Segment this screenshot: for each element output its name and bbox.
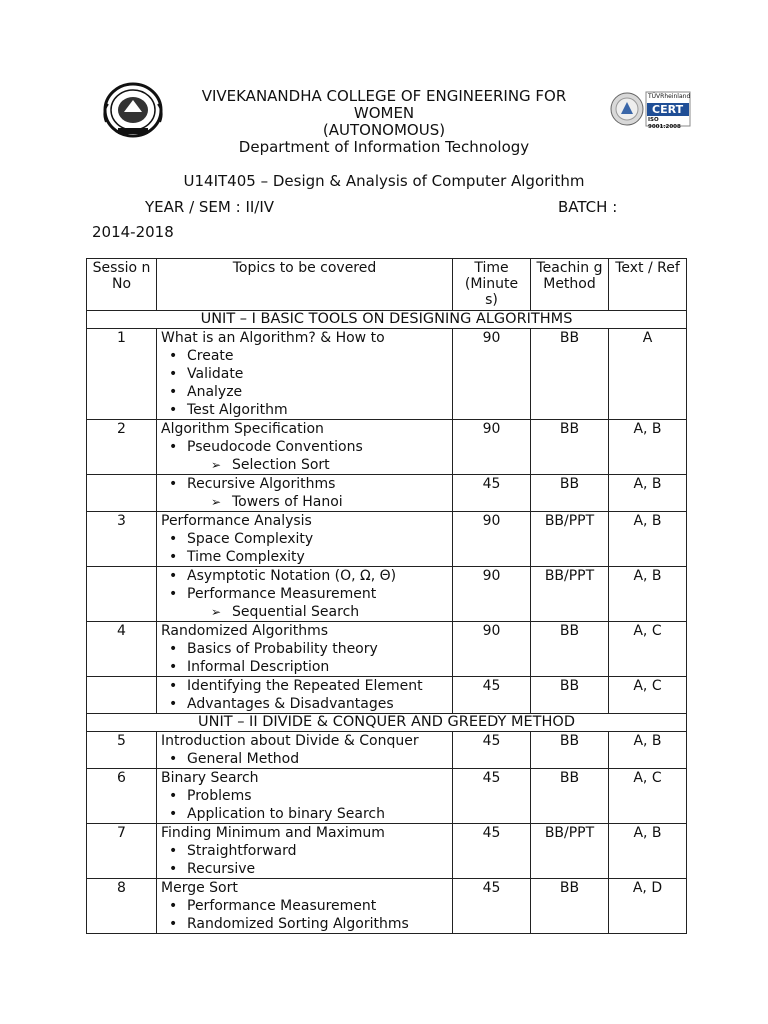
teaching-method: BB (531, 769, 609, 824)
header-time: Time (Minute s) (453, 259, 531, 311)
topics-cell (157, 512, 453, 567)
time-minutes: 45 (453, 879, 531, 934)
topics-cell (157, 475, 453, 512)
session-number: 5 (87, 732, 157, 769)
text-ref: A, C (609, 677, 687, 714)
time-minutes: 45 (453, 677, 531, 714)
topics-cell (157, 420, 453, 475)
session-number: 6 (87, 769, 157, 824)
text-ref: A (609, 329, 687, 420)
topics-cell (157, 769, 453, 824)
topic-bullet: • Space Complexity (161, 530, 448, 548)
college-name-line2: WOMEN (353, 104, 415, 122)
teaching-method: BB (531, 879, 609, 934)
topics-cell (157, 677, 453, 714)
cert-brand: TÜVRheinland (648, 93, 691, 100)
header-ref: Text / Ref (609, 259, 687, 311)
topic-bullet: • Time Complexity (161, 548, 448, 566)
topic-title: Performance Analysis (161, 513, 312, 529)
time-minutes: 45 (453, 769, 531, 824)
unit-heading: UNIT – I BASIC TOOLS ON DESIGNING ALGORITHMS (87, 311, 687, 329)
topic-title: What is an Algorithm? & How to (161, 330, 385, 346)
table-row (87, 677, 687, 714)
teaching-method: BB (531, 732, 609, 769)
table-header-row (87, 259, 687, 311)
batch-years: 2014-2018 (92, 223, 174, 241)
time-minutes: 45 (453, 824, 531, 879)
topics-cell (157, 732, 453, 769)
text-ref: A, B (609, 475, 687, 512)
session-number: 1 (87, 329, 157, 420)
topic-bullet: • Performance Measurement (161, 585, 448, 603)
topic-bullet: • Recursive (161, 860, 448, 878)
time-minutes: 45 (453, 732, 531, 769)
cert-iso: ISO 9001:2008 (648, 117, 681, 130)
teaching-method: BB (531, 622, 609, 677)
topic-title: Algorithm Specification (161, 421, 324, 437)
text-ref: A, B (609, 732, 687, 769)
session-number (87, 475, 157, 512)
table-row (87, 475, 687, 512)
session-number (87, 677, 157, 714)
time-minutes: 90 (453, 512, 531, 567)
text-ref: A, B (609, 567, 687, 622)
topic-bullet: • Straightforward (161, 842, 448, 860)
topic-bullet: • Create (161, 347, 448, 365)
topic-bullet: • Problems (161, 787, 448, 805)
topic-subitem: ➢ Towers of Hanoi (161, 493, 448, 511)
teaching-method: BB/PPT (531, 824, 609, 879)
table-row (87, 622, 687, 677)
topic-bullet: • Basics of Probability theory (161, 640, 448, 658)
session-number: 3 (87, 512, 157, 567)
topic-bullet: • Test Algorithm (161, 401, 448, 419)
unit-heading-row (87, 714, 687, 732)
table-row (87, 567, 687, 622)
topic-bullet: • Advantages & Disadvantages (161, 695, 448, 713)
session-number: 2 (87, 420, 157, 475)
topics-cell (157, 329, 453, 420)
department-name: Department of Information Technology (238, 138, 530, 156)
topics-cell (157, 622, 453, 677)
time-minutes: 90 (453, 420, 531, 475)
topic-bullet: • General Method (161, 750, 448, 768)
table-row (87, 824, 687, 879)
batch-label: BATCH : (558, 198, 618, 216)
topics-cell (157, 824, 453, 879)
session-number (87, 567, 157, 622)
time-minutes: 90 (453, 567, 531, 622)
topic-title: Binary Search (161, 770, 259, 786)
table-row (87, 329, 687, 420)
teaching-method: BB (531, 677, 609, 714)
teaching-method: BB/PPT (531, 567, 609, 622)
header-session: Sessio n No (87, 259, 157, 311)
session-number: 7 (87, 824, 157, 879)
topic-subitem: ➢ Sequential Search (161, 603, 448, 621)
table-row (87, 512, 687, 567)
text-ref: A, B (609, 420, 687, 475)
time-minutes: 90 (453, 329, 531, 420)
teaching-method: BB (531, 475, 609, 512)
topic-title: Merge Sort (161, 880, 238, 896)
table-row (87, 879, 687, 934)
topic-bullet: • Analyze (161, 383, 448, 401)
session-number: 8 (87, 879, 157, 934)
topics-cell (157, 567, 453, 622)
teaching-method: BB/PPT (531, 512, 609, 567)
college-name-line1: VIVEKANANDHA COLLEGE OF ENGINEERING FOR (201, 87, 567, 105)
table-row (87, 769, 687, 824)
autonomous-label: (AUTONOMOUS) (322, 121, 446, 139)
year-sem: YEAR / SEM : II/IV (145, 198, 275, 216)
header-topics: Topics to be covered (157, 259, 453, 311)
teaching-method: BB (531, 329, 609, 420)
session-number: 4 (87, 622, 157, 677)
unit-heading: UNIT – II DIVIDE & CONQUER AND GREEDY METHOD (87, 714, 687, 732)
table-row (87, 732, 687, 769)
topic-bullet: • Asymptotic Notation (O, Ω, Θ) (161, 567, 448, 585)
cert-text: CERT (652, 103, 684, 116)
topic-bullet: • Pseudocode Conventions (161, 438, 448, 456)
topic-bullet: • Identifying the Repeated Element (161, 677, 448, 695)
text-ref: A, D (609, 879, 687, 934)
topic-bullet: • Performance Measurement (161, 897, 448, 915)
topic-title: Introduction about Divide & Conquer (161, 733, 419, 749)
topic-bullet: • Application to binary Search (161, 805, 448, 823)
topic-bullet: • Recursive Algorithms (161, 475, 448, 493)
topic-title: Randomized Algorithms (161, 623, 329, 639)
text-ref: A, B (609, 824, 687, 879)
header-method: Teachin g Method (531, 259, 609, 311)
teaching-method: BB (531, 420, 609, 475)
syllabus-table (86, 258, 687, 934)
course-title: U14IT405 – Design & Analysis of Computer Algorithm (183, 172, 585, 190)
table-row (87, 420, 687, 475)
topic-title: Finding Minimum and Maximum (161, 825, 385, 841)
topic-bullet: • Informal Description (161, 658, 448, 676)
text-ref: A, B (609, 512, 687, 567)
topic-bullet: • Validate (161, 365, 448, 383)
text-ref: A, C (609, 769, 687, 824)
topic-subitem: ➢ Selection Sort (161, 456, 448, 474)
time-minutes: 90 (453, 622, 531, 677)
topics-cell (157, 879, 453, 934)
unit-heading-row (87, 311, 687, 329)
text-ref: A, C (609, 622, 687, 677)
topic-bullet: • Randomized Sorting Algorithms (161, 915, 448, 933)
time-minutes: 45 (453, 475, 531, 512)
